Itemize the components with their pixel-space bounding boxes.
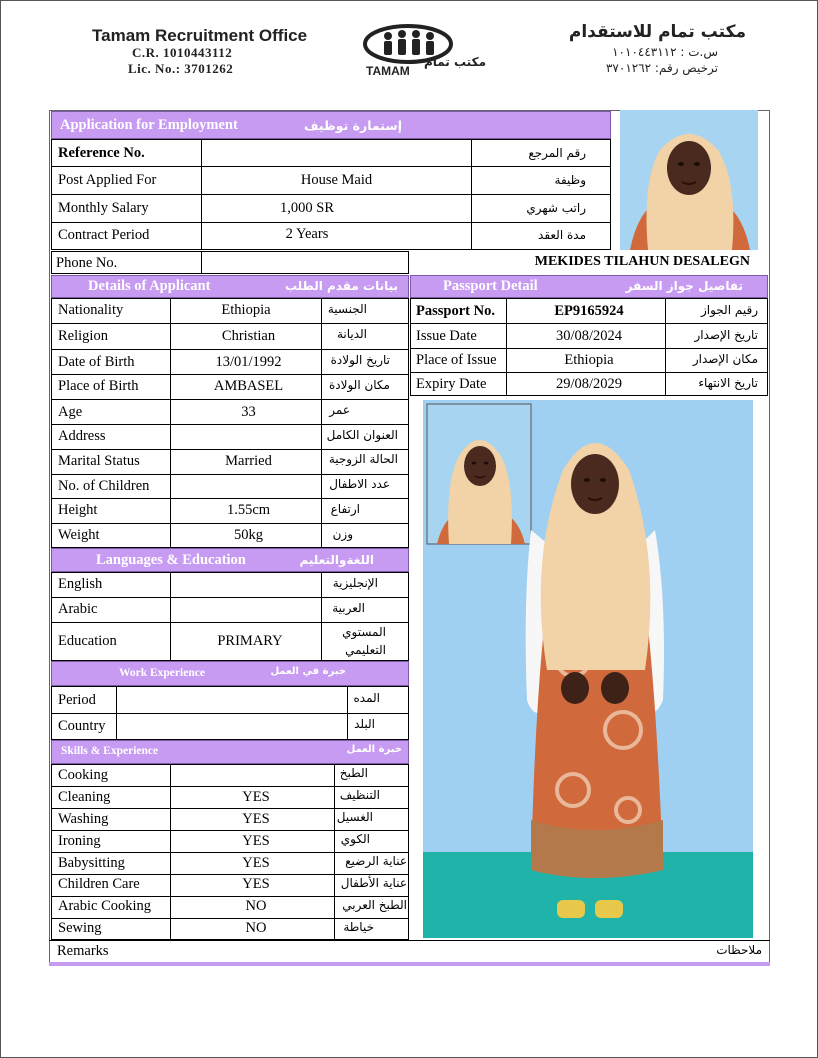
contract-label-ar: مدة العقد bbox=[538, 228, 586, 242]
issue-date-value: 30/08/2024 bbox=[555, 328, 623, 344]
country-label-ar: البلد bbox=[354, 717, 375, 731]
issue-date-label: Issue Date bbox=[416, 328, 477, 344]
office-name-ar: مكتب تمام للاستقدام bbox=[568, 22, 746, 42]
applicant-title-en: Details of Applicant bbox=[88, 278, 211, 294]
passport-no-label: Passport No. bbox=[416, 303, 495, 319]
skill-cooking-label: Cooking bbox=[58, 767, 108, 783]
skill-babysitting-value: YES bbox=[242, 855, 270, 871]
post-applied-label: Post Applied For bbox=[58, 172, 157, 188]
license-number-ar: ترخيص رقم: ٣٧٠١٢٦٢ bbox=[605, 61, 718, 75]
dob-label-ar: تاريخ الولادة bbox=[330, 353, 390, 367]
skill-sewing-value: NO bbox=[245, 920, 267, 936]
skill-arabic-cooking-label: Arabic Cooking bbox=[58, 898, 152, 914]
salary-label-ar: راتب شهري bbox=[526, 201, 586, 215]
children-label: No. of Children bbox=[58, 478, 150, 494]
age-value: 33 bbox=[241, 404, 256, 420]
logo-text-en: TAMAM bbox=[366, 64, 410, 78]
passport-header bbox=[410, 275, 768, 298]
religion-value: Christian bbox=[221, 328, 276, 344]
passport-no-value: EP9165924 bbox=[554, 303, 624, 319]
post-applied-value: House Maid bbox=[300, 172, 373, 188]
phone-label: Phone No. bbox=[56, 255, 118, 271]
license-number-en: Lic. No.: 3701262 bbox=[128, 61, 234, 76]
cr-number-ar: س.ت : ١٠١٠٤٤٣١١٢ bbox=[612, 45, 718, 59]
application-title-en: Application for Employment bbox=[60, 117, 238, 133]
passport-title-en: Passport Detail bbox=[443, 278, 538, 294]
skill-sewing-label: Sewing bbox=[58, 920, 102, 936]
age-label-ar: عمر bbox=[329, 403, 350, 417]
place-of-issue-value: Ethiopia bbox=[564, 352, 614, 368]
applicant-photo-small bbox=[620, 110, 758, 250]
skills-title-ar: خبرة العمل bbox=[346, 744, 402, 755]
skills-title-en: Skills & Experience bbox=[61, 745, 159, 757]
height-value: 1.55cm bbox=[226, 502, 271, 518]
pob-value: AMBASEL bbox=[213, 378, 284, 394]
applicant-header bbox=[51, 275, 409, 298]
height-label: Height bbox=[58, 502, 98, 518]
address-label: Address bbox=[58, 428, 106, 444]
height-label-ar: ارتفاع bbox=[330, 502, 360, 516]
expiry-date-value: 29/08/2029 bbox=[555, 376, 623, 392]
reference-label: Reference No. bbox=[58, 145, 145, 161]
skill-arabic-cooking-label-ar: الطبخ العربي bbox=[342, 898, 407, 912]
address-label-ar: العنوان الكامل bbox=[326, 428, 398, 442]
nationality-label: Nationality bbox=[58, 302, 124, 318]
skill-childcare-value: YES bbox=[242, 876, 270, 892]
country-label: Country bbox=[58, 718, 106, 734]
pob-label-ar: مكان الولادة bbox=[328, 378, 390, 392]
cr-number-en: C.R. 1010443112 bbox=[132, 45, 233, 60]
skill-washing-label-ar: الغسيل bbox=[336, 810, 373, 824]
issue-date-label-ar: تاريخ الإصدار bbox=[694, 328, 758, 342]
education-value: PRIMARY bbox=[217, 633, 283, 649]
period-label: Period bbox=[58, 692, 96, 708]
period-label-ar: المده bbox=[353, 691, 380, 705]
weight-label-ar: وزن bbox=[332, 527, 353, 541]
contract-label: Contract Period bbox=[58, 227, 150, 243]
arabic-label-ar: العربية bbox=[332, 601, 365, 615]
remarks-label-ar: ملاحظات bbox=[716, 943, 762, 957]
skill-babysitting-label-ar: عناية الرضيع bbox=[345, 854, 407, 868]
passport-no-label-ar: رقيم الجواز bbox=[700, 303, 758, 317]
place-of-issue-label-ar: مكان الإصدار bbox=[692, 352, 758, 366]
english-label-ar: الإنجليزية bbox=[332, 576, 378, 590]
work-header bbox=[51, 661, 409, 686]
skill-childcare-label-ar: عناية الأطفال bbox=[340, 876, 407, 890]
applicant-photo-full bbox=[423, 400, 753, 938]
work-title-en: Work Experience bbox=[119, 667, 205, 679]
skill-ironing-label-ar: الكوي bbox=[340, 832, 370, 846]
post-applied-label-ar: وظيفة bbox=[554, 173, 586, 187]
passport-title-ar: تفاصيل جواز السفر bbox=[625, 279, 743, 293]
marital-label: Marital Status bbox=[58, 453, 140, 469]
religion-label: Religion bbox=[58, 328, 108, 344]
salary-value: 1,000 SR bbox=[280, 200, 334, 216]
education-label: Education bbox=[58, 633, 117, 649]
education-label-ar: المستوي التعليمي bbox=[342, 625, 386, 657]
marital-value: Married bbox=[225, 453, 272, 469]
application-title-ar: إستمارة توظيف bbox=[304, 118, 402, 133]
logo-text-ar: مكتب تمام bbox=[423, 55, 486, 69]
remarks-label: Remarks bbox=[57, 943, 109, 959]
arabic-label: Arabic bbox=[58, 601, 98, 617]
dob-value: 13/01/1992 bbox=[215, 354, 282, 370]
skill-sewing-label-ar: خياطة bbox=[343, 920, 374, 934]
skill-cleaning-label: Cleaning bbox=[58, 789, 111, 805]
applicant-title-ar: بيانات مقدم الطلب bbox=[284, 279, 398, 293]
skill-cleaning-label-ar: التنظيف bbox=[339, 788, 380, 802]
skill-childcare-label: Children Care bbox=[58, 876, 140, 892]
work-title-ar: خبرة في العمل bbox=[270, 666, 346, 677]
remarks-row bbox=[49, 940, 770, 964]
english-label: English bbox=[58, 576, 103, 592]
nationality-value: Ethiopia bbox=[221, 302, 271, 318]
skill-ironing-value: YES bbox=[242, 833, 270, 849]
salary-label: Monthly Salary bbox=[58, 200, 149, 216]
application-header bbox=[51, 111, 611, 139]
languages-title-ar: اللغةوالتعليم bbox=[299, 553, 374, 567]
skill-babysitting-label: Babysitting bbox=[58, 855, 125, 871]
age-label: Age bbox=[58, 404, 83, 420]
applicant-name: MEKIDES TILAHUN DESALEGN bbox=[534, 254, 750, 269]
skill-ironing-label: Ironing bbox=[58, 833, 101, 849]
languages-title-en: Languages & Education bbox=[96, 552, 246, 568]
tamam-logo bbox=[362, 22, 486, 80]
religion-label-ar: الديانة bbox=[336, 327, 367, 341]
skill-arabic-cooking-value: NO bbox=[245, 898, 267, 914]
weight-value: 50kg bbox=[234, 527, 263, 543]
contract-value: 2 Years bbox=[285, 226, 329, 242]
letterhead bbox=[0, 0, 818, 90]
marital-label-ar: الحالة الزوجية bbox=[328, 452, 398, 466]
languages-header bbox=[51, 548, 409, 572]
skill-cleaning-value: YES bbox=[242, 789, 270, 805]
remarks-bottom-bar bbox=[49, 962, 770, 966]
skills-header bbox=[51, 740, 409, 764]
expiry-date-label-ar: تاريخ الانتهاء bbox=[698, 376, 758, 390]
dob-label: Date of Birth bbox=[58, 354, 135, 370]
pob-label: Place of Birth bbox=[58, 378, 139, 394]
skill-washing-value: YES bbox=[242, 811, 270, 827]
skill-cooking-label-ar: الطبخ bbox=[339, 766, 368, 780]
skill-washing-label: Washing bbox=[58, 811, 109, 827]
expiry-date-label: Expiry Date bbox=[416, 376, 487, 392]
office-name-en: Tamam Recruitment Office bbox=[92, 26, 308, 45]
weight-label: Weight bbox=[58, 527, 100, 543]
children-label-ar: عدد الاطفال bbox=[329, 477, 390, 491]
nationality-label-ar: الجنسية bbox=[327, 302, 367, 316]
reference-label-ar: رقم المرجع bbox=[528, 146, 586, 160]
place-of-issue-label: Place of Issue bbox=[416, 352, 497, 368]
